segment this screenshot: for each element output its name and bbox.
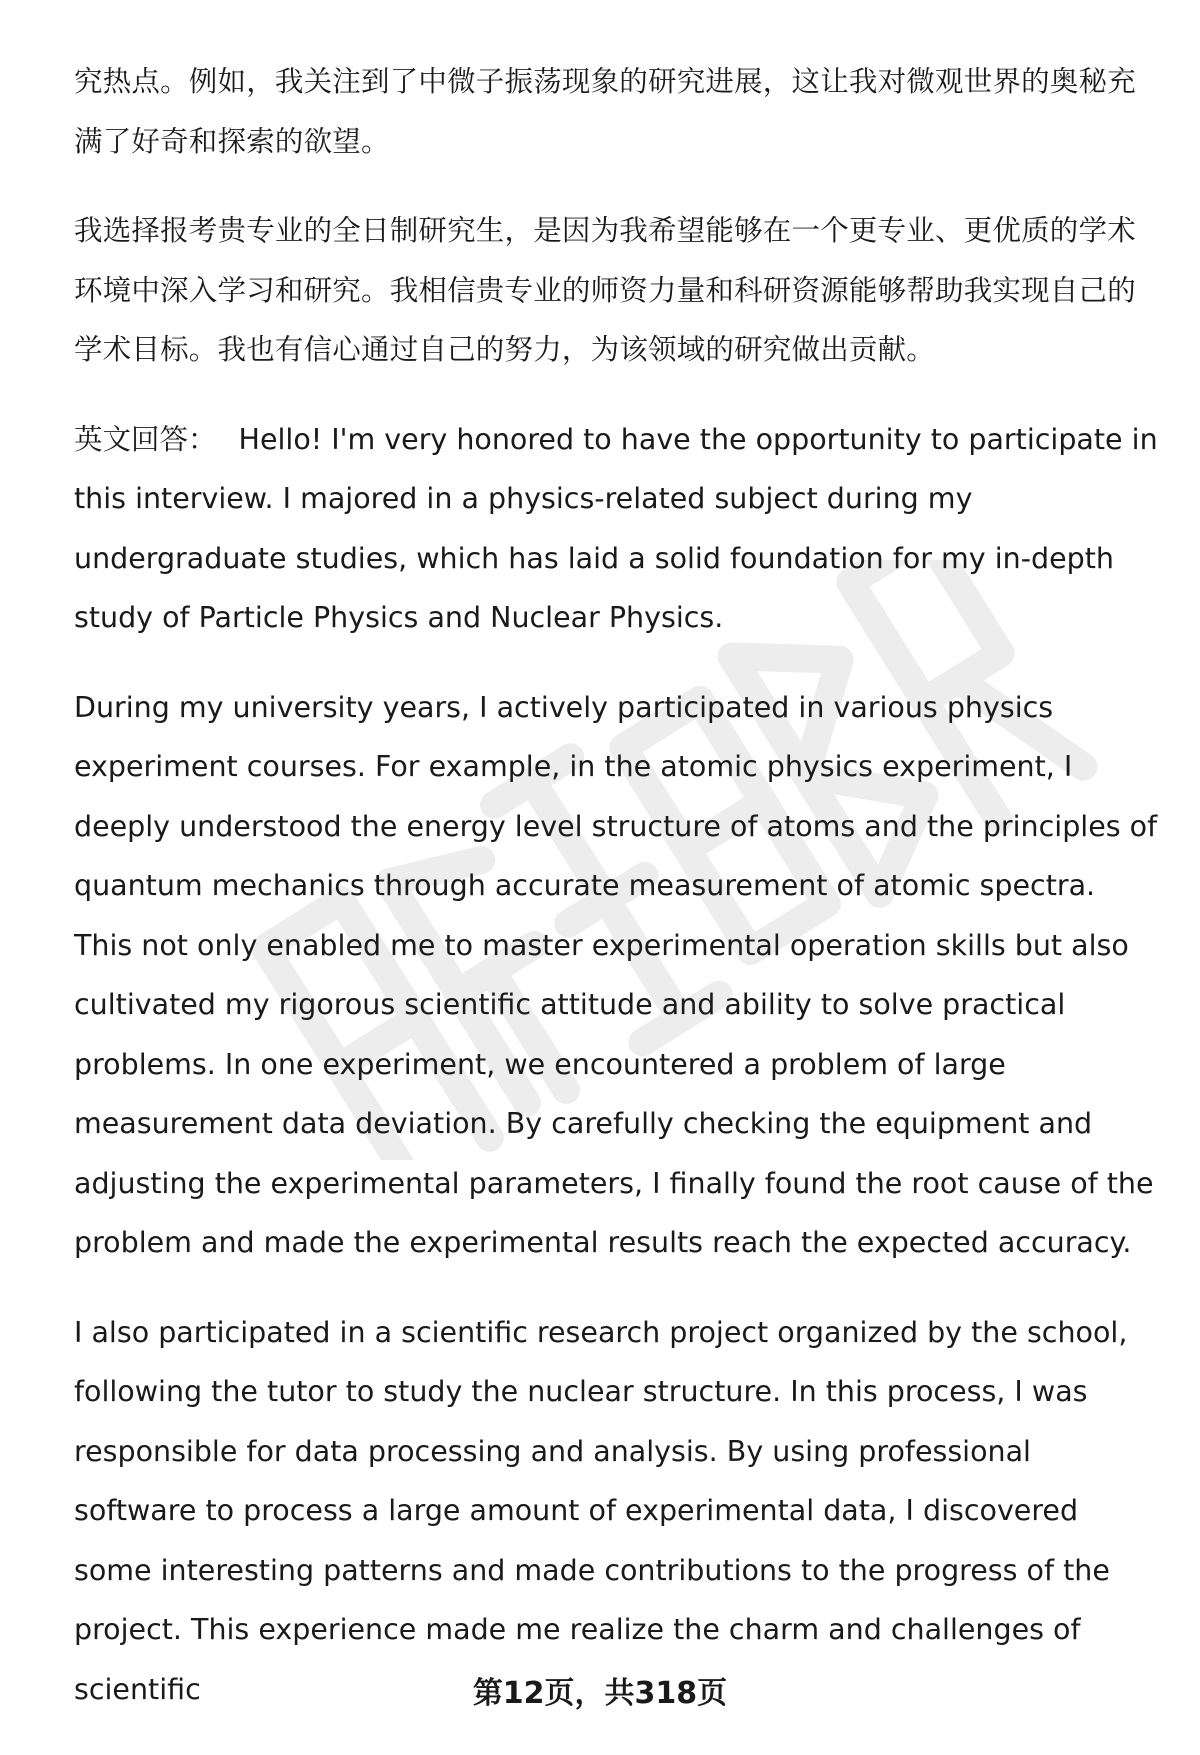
document-body — [74, 52, 1160, 1719]
paragraph-en-1: During my university years, I actively participated in various physics experiment courses. For example, in the atomic physics experiment, I deeply understood the energy level structure of atoms and the principles of quantum mechanics through accurate measurement of atomic spectra. This not only enabled me to master experimental operation skills but also cultivated my rigorous scientific attitude and ability to solve practical problems. In one experiment, we encountered a problem of large measurement data deviation. By carefully checking the equipment and adjusting the experimental parameters, I finally found the root cause of the problem and made the experimental results reach the expected accuracy. — [74, 690, 1158, 1259]
paragraph-en-2: I also participated in a scientific research project organized by the school, following the tutor to study the nuclear structure. In this process, I was responsible for data processing and analysis. By using professional software to process a large amount of experimental data, I discovered some interesting patterns and made contributions to the progress of the project. This experience made me realize the charm and challenges of scientific — [74, 1315, 1128, 1706]
paragraph-cn-2: 我选择报考贵专业的全日制研究生，是因为我希望能够在一个更专业、更优质的学术环境中深入学习和研究。我相信贵专业的师资力量和科研资源能够帮助我实现自己的学术目标。我也有信心通过自己的努力，为该领域的研究做出贡献。 — [74, 214, 1136, 366]
paragraph-cn-1: 究热点。例如，我关注到了中微子振荡现象的研究进展，这让我对微观世界的奥秘充满了好奇和探索的欲望。 — [74, 65, 1136, 158]
english-answer-paragraph — [74, 410, 1160, 648]
english-answer-label: 英文回答： — [74, 422, 217, 456]
page-indicator: 第12页，共318页 — [472, 1676, 728, 1711]
english-answer-text: Hello! I'm very honored to have the opportunity to participate in this interview. I majored in a physics-related subject during my undergraduate studies, which has laid a solid foundation for my in-depth study of Particle Physics and Nuclear Physics. — [74, 422, 1158, 634]
